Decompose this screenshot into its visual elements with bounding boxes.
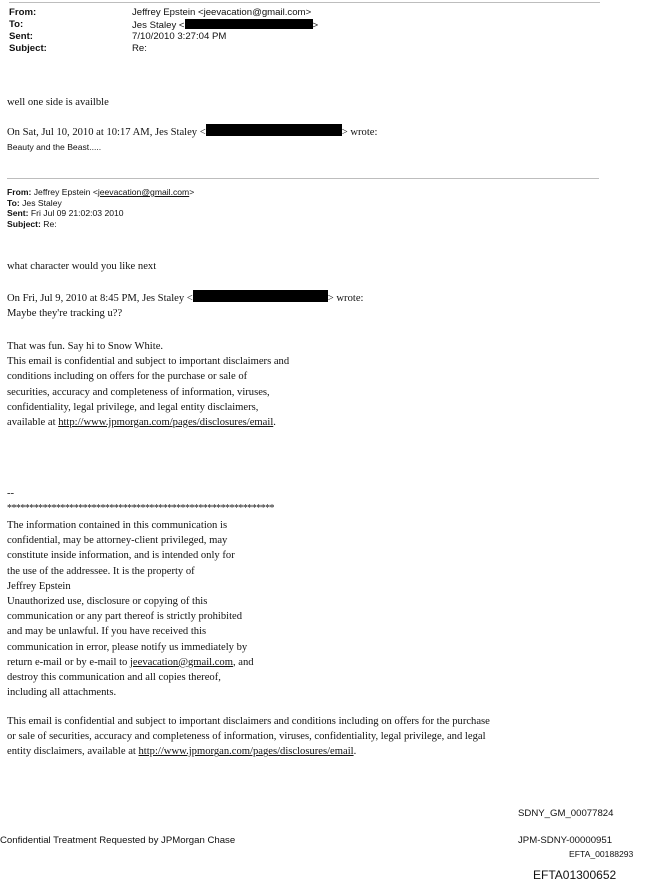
second-subject-row: Subject: Re: — [7, 218, 57, 229]
signature-dashes: -- — [7, 488, 15, 499]
redaction-block — [185, 19, 313, 29]
to-label: To: — [9, 19, 24, 30]
bates-efta-large: EFTA01300652 — [533, 868, 617, 882]
quote2-text: Maybe they're tracking u?? — [7, 308, 123, 320]
reply-body: well one side is availble — [7, 97, 109, 108]
from-label: From: — [9, 7, 37, 18]
subject-label: Subject: — [9, 43, 47, 54]
to-value: Jes Staley < > — [132, 20, 319, 31]
second-sent-row: Sent: Fri Jul 09 21:02:03 2010 — [7, 208, 124, 219]
bates-jpm: JPM-SDNY-00000951 — [518, 835, 613, 846]
jpmorgan-disclosures-link[interactable]: http://www.jpmorgan.com/pages/disclosures/email — [58, 417, 274, 429]
second-email-header — [7, 187, 194, 229]
second-body: what character would you like next — [7, 261, 157, 272]
signature-stars: ************************************************************ — [7, 503, 275, 514]
quote2-intro: On Fri, Jul 9, 2010 at 8:45 PM, Jes Staley < > wrote: — [7, 290, 363, 306]
redaction-block — [193, 290, 328, 302]
jeevacation-email-link[interactable]: jeevacation@gmail.com — [129, 656, 233, 668]
redaction-block — [206, 124, 342, 136]
jpmorgan-disclosures-link-2[interactable]: http://www.jpmorgan.com/pages/disclosures/email — [138, 746, 354, 758]
mid-divider — [7, 178, 599, 179]
second-to-row: To: Jes Staley — [7, 197, 62, 208]
top-email-header — [0, 7, 651, 57]
sent-value: 7/10/2010 3:27:04 PM — [132, 31, 227, 42]
quote1-intro: On Sat, Jul 10, 2010 at 10:17 AM, Jes Staley < > wrote: — [7, 124, 377, 140]
quote1-text: Beauty and the Beast..... — [7, 142, 102, 152]
bates-sdny: SDNY_GM_00077824 — [518, 808, 614, 819]
confidential-treatment-note: Confidential Treatment Requested by JPMorgan Chase — [0, 835, 236, 846]
sent-label: Sent: — [9, 31, 33, 42]
staley-message: That was fun. Say hi to Snow White. This email is confidential and subject to important disclaimers and conditions including on offers for the purchase or sale of securities, accuracy and completeness of information, viruses, confidentiality, legal privilege, and legal entity disclaimers, available at http://www.jpmorgan.com/pages/disclosures/email. — [7, 341, 290, 429]
bates-efta-small: EFTA_00188293 — [569, 849, 634, 859]
top-divider — [9, 2, 600, 3]
quote2-block — [7, 290, 363, 321]
second-from-row: From: Jeffrey Epstein <jeevacation@gmail.com> — [7, 187, 195, 197]
from-value: Jeffrey Epstein <jeevacation@gmail.com> — [132, 7, 312, 18]
from-email: jeevacation@gmail.com — [203, 7, 306, 18]
second-from-email-link[interactable]: jeevacation@gmail.com — [97, 187, 190, 197]
subject-value: Re: — [132, 43, 147, 54]
confidentiality-notice: The information contained in this communication is confidential, may be attorney-client privileged, may constitute inside information, and is intended only for the use of the addressee. It is the property of Jeffrey Epstein Unauthorized use, disclosure or copying of this communication or any part thereof is strictly prohibited and may be unlawful. If you have received this communication in error, please notify us immediately by return e-mail or by e-mail to jeevacation@gmail.com, and destroy this communication and all copies thereof, including all attachments. — [7, 520, 254, 699]
final-disclaimer: This email is confidential and subject to important disclaimers and conditions including on offers for the purchase or sale of securities, accuracy and completeness of information, viruses, confidentiality, legal privilege, and legal entity disclaimers, available at http://www.jpmorgan.com/pages/disclosures/email. — [7, 716, 490, 758]
